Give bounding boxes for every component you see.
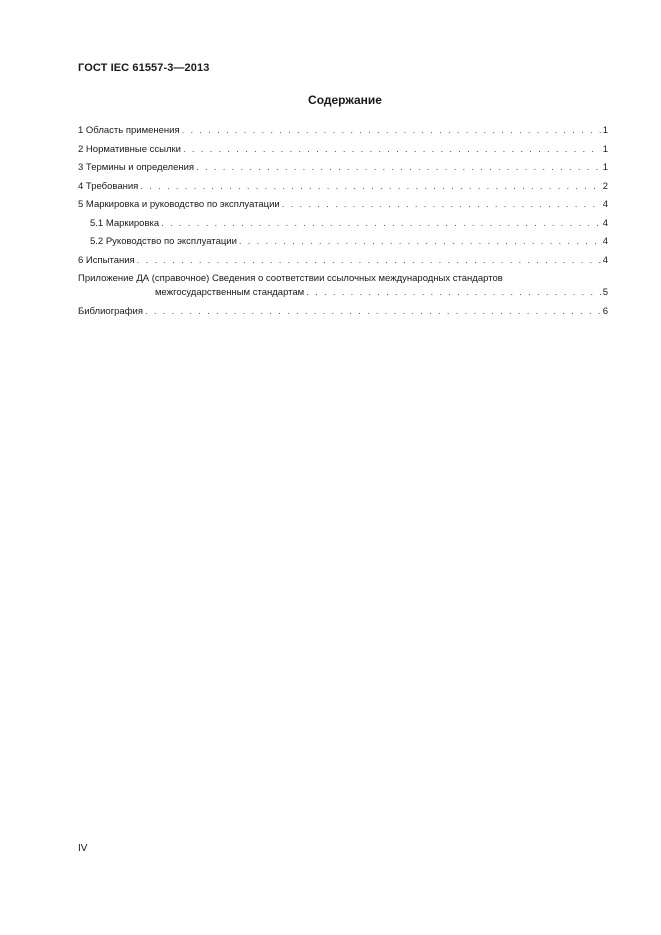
appendix-title-line1: Приложение ДА (справочное) Сведения о соответствии ссылочных международных стандартов [78, 273, 503, 284]
toc-entry-label: 6 Испытания [78, 254, 135, 266]
toc-entry-label: 5.1 Маркировка [90, 217, 160, 229]
toc-entry-label: 2 Нормативные ссылки [78, 143, 181, 155]
toc-leader-dots [196, 161, 601, 175]
toc-leader-dots [182, 124, 601, 138]
toc-entry-bibliography[interactable] [78, 305, 608, 324]
toc-leader-dots [183, 143, 601, 157]
standard-header: ГОСТ IEC 61557-3—2013 [78, 62, 210, 74]
toc-entry-page: 4 [602, 217, 608, 229]
toc-title: Содержание [308, 93, 382, 107]
toc-entry-page: 4 [602, 236, 608, 247]
toc-entry-page: 6 [602, 305, 608, 317]
toc-entry-page: 2 [602, 180, 608, 192]
toc-entry-page: 4 [602, 199, 608, 210]
toc-entry-label: 1 Область применения [78, 125, 180, 136]
toc-entry-label: 3 Термины и определения [78, 162, 195, 173]
toc-entry-label: 5 Маркировка и руководство по эксплуатации [78, 199, 280, 210]
toc-entry-marking-and-manual[interactable] [78, 198, 608, 217]
toc-leader-dots [306, 286, 601, 300]
toc-entry-tests[interactable] [78, 254, 608, 273]
toc-entry-page: 1 [602, 162, 608, 173]
toc-leader-dots [161, 217, 601, 231]
toc-leader-dots [137, 254, 601, 268]
toc-entry-page: 1 [602, 143, 608, 155]
toc-entry-normative-references[interactable] [78, 143, 608, 162]
toc-entry-page: 1 [602, 125, 608, 136]
toc-entry-label: 4 Требования [78, 180, 139, 192]
toc-leader-dots [140, 180, 600, 194]
toc-entry-page: 5 [602, 287, 608, 298]
toc-entry-scope[interactable] [78, 124, 608, 143]
appendix-title-line2: межгосударственным стандартам [155, 287, 305, 298]
toc-entry-terms[interactable] [78, 161, 608, 180]
toc-entry-label: Библиография [78, 305, 143, 317]
page-number: IV [78, 843, 88, 854]
toc-entry-requirements[interactable] [78, 180, 608, 199]
toc-entry-label: 5.2 Руководство по эксплуатации [90, 236, 237, 247]
toc-entry-operating-manual[interactable] [78, 235, 608, 254]
toc-leader-dots [282, 198, 601, 212]
toc-entry-marking[interactable] [78, 217, 608, 236]
toc-entry-appendix-da[interactable] [78, 272, 608, 300]
toc-leader-dots [239, 235, 601, 249]
table-of-contents [78, 124, 608, 323]
toc-leader-dots [145, 305, 601, 319]
toc-entry-page: 4 [602, 254, 608, 266]
